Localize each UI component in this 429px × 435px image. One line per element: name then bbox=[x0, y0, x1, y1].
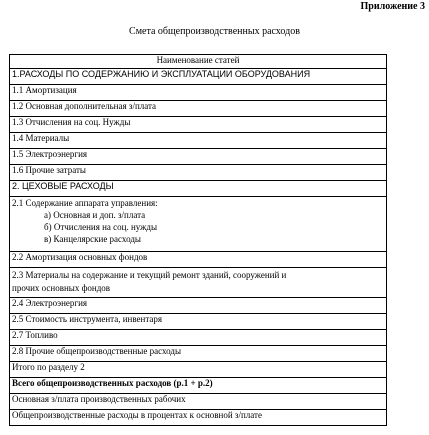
row-2-1-sub-b: б) Отчисления на соц. нужды bbox=[44, 222, 158, 232]
row-section-1: 1.РАСХОДЫ ПО СОДЕРЖАНИЮ И ЭКСПЛУАТАЦИИ ОБОРУДОВАНИЯ bbox=[10, 69, 387, 85]
table-row bbox=[10, 69, 387, 85]
estimate-table bbox=[9, 54, 387, 426]
row-2-1-sub-c: в) Канцелярские расходы bbox=[44, 234, 141, 244]
table-row bbox=[10, 181, 387, 197]
row-2-4: 2.4 Электроэнергия bbox=[10, 298, 387, 314]
row-2-3 bbox=[10, 268, 387, 298]
row-1-6: 1.6 Прочие затраты bbox=[10, 165, 387, 181]
table-row bbox=[10, 330, 387, 346]
row-2-3-line-1: 2.3 Материалы на содержание и текущий ремонт зданий, сооружений и bbox=[12, 270, 287, 280]
table-row bbox=[10, 362, 387, 378]
table-row bbox=[10, 252, 387, 268]
row-grand-total: Всего общепроизводственных расходов (р.1 + р.2) bbox=[10, 378, 387, 394]
table-row bbox=[10, 394, 387, 410]
row-2-8: 2.8 Прочие общепроизводственные расходы bbox=[10, 346, 387, 362]
row-2-5: 2.5 Стоимость инструмента, инвентаря bbox=[10, 314, 387, 330]
table-row bbox=[10, 117, 387, 133]
row-1-5: 1.5 Электроэнергия bbox=[10, 149, 387, 165]
row-2-7: 2.7 Топливо bbox=[10, 330, 387, 346]
table-row bbox=[10, 378, 387, 394]
row-overhead-percent: Общепроизводственные расходы в процентах к основной з/плате bbox=[10, 410, 387, 426]
row-2-1-title: 2.1 Содержание аппарата управления: bbox=[12, 198, 158, 208]
row-2-3-line-2: прочих основных фондов bbox=[12, 283, 111, 293]
row-base-wages: Основная з/плата производственных рабочих bbox=[10, 394, 387, 410]
document-title: Смета общепроизводственных расходов bbox=[129, 26, 300, 37]
row-section-2: 2. ЦЕХОВЫЕ РАСХОДЫ bbox=[10, 181, 387, 197]
table-row bbox=[10, 314, 387, 330]
table-row bbox=[10, 101, 387, 117]
row-2-2: 2.2 Амортизация основных фондов bbox=[10, 252, 387, 268]
table-row bbox=[10, 197, 387, 252]
row-1-1: 1.1 Амортизация bbox=[10, 85, 387, 101]
row-1-2: 1.2 Основная дополнительная з/плата bbox=[10, 101, 387, 117]
row-1-4: 1.4 Материалы bbox=[10, 133, 387, 149]
column-header: Наименование статей bbox=[10, 55, 387, 69]
table-row bbox=[10, 133, 387, 149]
row-2-1-sub-a: а) Основная и доп. з/плата bbox=[44, 210, 146, 220]
appendix-label: Приложение 3 bbox=[360, 1, 425, 12]
table-row bbox=[10, 298, 387, 314]
table-row bbox=[10, 410, 387, 426]
table-row bbox=[10, 268, 387, 298]
table-row bbox=[10, 165, 387, 181]
row-subtotal-section-2: Итого по разделу 2 bbox=[10, 362, 387, 378]
table-row bbox=[10, 85, 387, 101]
row-1-3: 1.3 Отчисления на соц. Нужды bbox=[10, 117, 387, 133]
table-header-row bbox=[10, 55, 387, 69]
table-row bbox=[10, 346, 387, 362]
row-2-1 bbox=[10, 197, 387, 252]
table-row bbox=[10, 149, 387, 165]
